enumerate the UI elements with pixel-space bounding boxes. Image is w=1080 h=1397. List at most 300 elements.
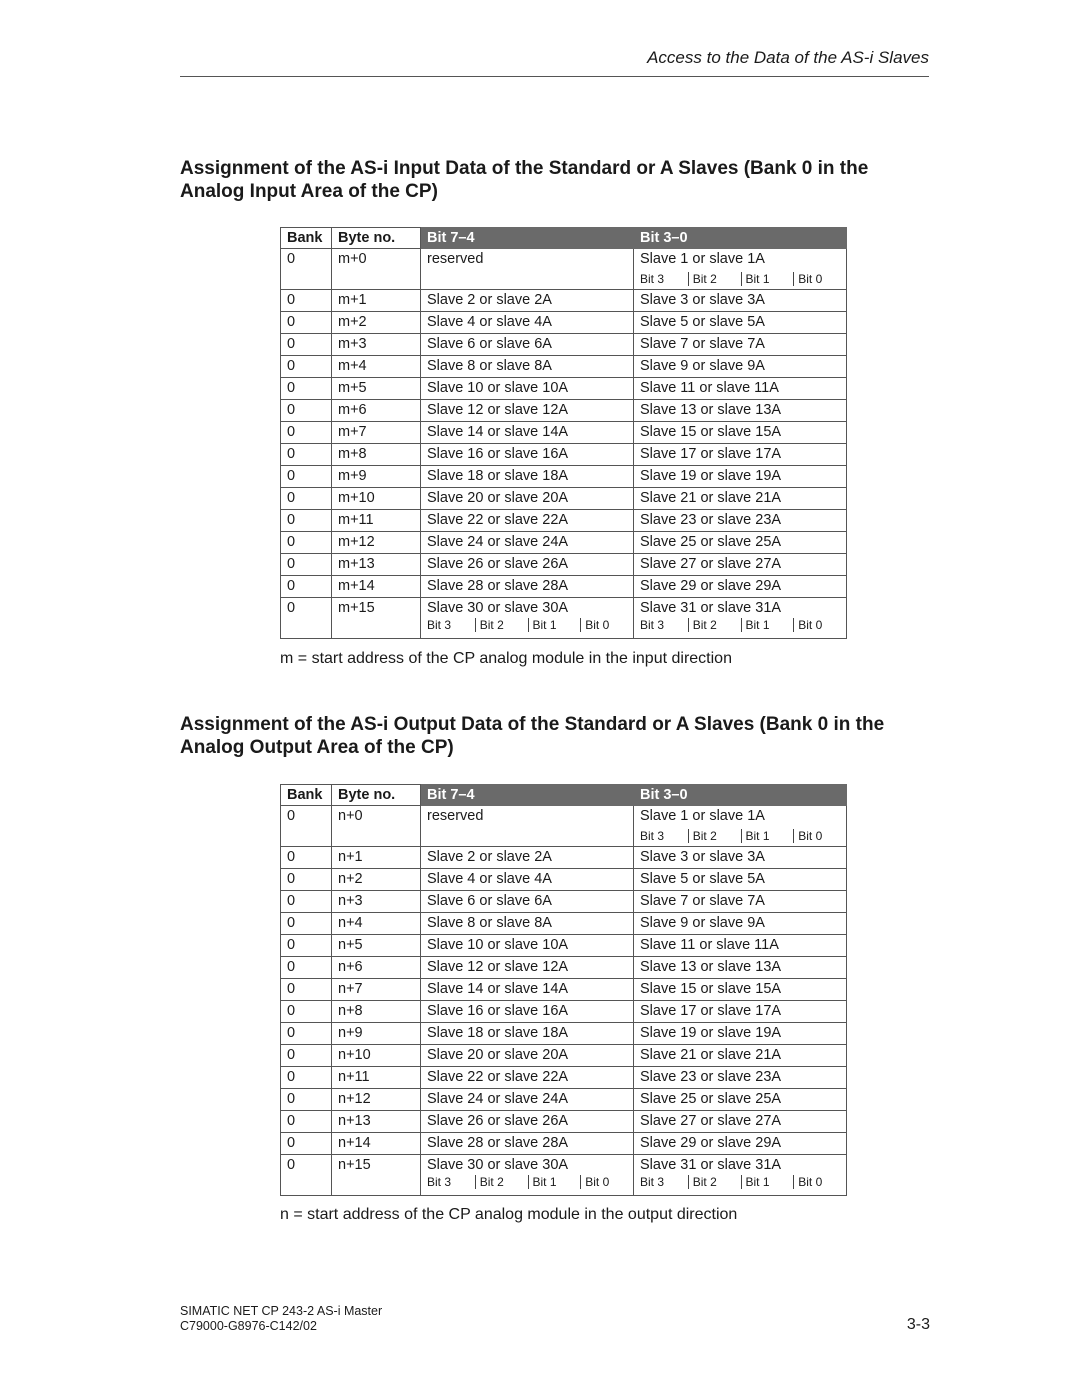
bank-cell-text: 0 [287, 251, 296, 267]
bit-7-4-cell-text: Slave 6 or slave 6A [427, 893, 552, 909]
bit-3-0-cell [634, 554, 847, 576]
bank-cell [281, 913, 332, 935]
bit-7-4-cell-text: Slave 24 or slave 24A [427, 534, 569, 550]
bit-3-0-cell [634, 806, 847, 847]
bit-3-0-cell [634, 532, 847, 554]
bit-7-4-cell-text: Slave 2 or slave 2A [427, 292, 552, 308]
bank-cell [281, 1155, 332, 1196]
bit-7-4-cell [421, 1001, 634, 1023]
byte-no-cell-text: n+11 [338, 1069, 370, 1085]
page-number: 3-3 [906, 1316, 930, 1333]
bit-3-0-cell [634, 935, 847, 957]
bank-cell [281, 1111, 332, 1133]
bit-3-0-cell [634, 1111, 847, 1133]
bit-label: Bit 1 [741, 829, 794, 843]
table-row [281, 378, 847, 400]
bit-3-0-cell [634, 510, 847, 532]
byte-no-cell [332, 510, 421, 532]
footer-product-name: SIMATIC NET CP 243-2 AS-i Master [180, 1304, 383, 1318]
bit-7-4-cell-text: Slave 20 or slave 20A [427, 1047, 569, 1063]
bank-cell [281, 1023, 332, 1045]
bank-cell [281, 1001, 332, 1023]
table-row [281, 1023, 847, 1045]
byte-no-cell [332, 422, 421, 444]
bit-7-4-cell [421, 356, 634, 378]
bank-cell [281, 979, 332, 1001]
bit-3-0-cell-text: Slave 19 or slave 19A [640, 1025, 782, 1041]
bit-3-0-cell [634, 1023, 847, 1045]
bit-3-0-cell-text: Slave 3 or slave 3A [640, 292, 765, 308]
bit-3-0-cell-text: Slave 9 or slave 9A [640, 358, 765, 374]
byte-no-cell [332, 334, 421, 356]
bank-cell-text: 0 [287, 1003, 296, 1019]
bank-cell-text: 0 [287, 893, 296, 909]
table-row [281, 576, 847, 598]
bit-3-0-cell [634, 400, 847, 422]
bit-7-4-cell-text: Slave 30 or slave 30A [427, 600, 569, 616]
byte-no-cell [332, 554, 421, 576]
bank-cell-text: 0 [287, 446, 296, 462]
byte-no-cell-text: m+6 [338, 402, 367, 418]
bank-cell-text: 0 [287, 937, 296, 953]
bit-3-0-cell-text: Slave 19 or slave 19A [640, 468, 782, 484]
table-header-row [281, 785, 847, 806]
col-header-bit-7-4: Bit 7–4 [421, 228, 634, 249]
bank-cell [281, 1089, 332, 1111]
bit-7-4-cell-text: Slave 22 or slave 22A [427, 512, 569, 528]
col-header-bit-3-0: Bit 3–0 [634, 785, 847, 806]
bit-7-4-cell [421, 913, 634, 935]
table-row [281, 290, 847, 312]
bank-cell [281, 444, 332, 466]
bit-3-0-cell-text: Slave 11 or slave 11A [640, 937, 779, 953]
col-header-byte-no: Byte no. [332, 228, 421, 249]
bit-3-0-cell [634, 249, 847, 290]
bit-7-4-cell [421, 378, 634, 400]
bank-cell-text: 0 [287, 915, 296, 931]
bit-7-4-cell-text: Slave 14 or slave 14A [427, 981, 569, 997]
byte-no-cell-text: m+2 [338, 314, 367, 330]
bit-3-0-cell-text: Slave 5 or slave 5A [640, 314, 765, 330]
bit-3-0-cell-text: Slave 7 or slave 7A [640, 336, 765, 352]
bit-3-0-cell [634, 1133, 847, 1155]
byte-no-cell [332, 400, 421, 422]
bit-7-4-cell [421, 334, 634, 356]
bank-cell [281, 532, 332, 554]
bit-7-4-cell [421, 1155, 634, 1196]
bit-7-4-cell [421, 444, 634, 466]
bit-7-4-cell [421, 422, 634, 444]
bit-label: Bit 2 [475, 618, 528, 632]
bit-3-0-cell [634, 290, 847, 312]
byte-no-cell-text: n+5 [338, 937, 363, 953]
header-rule [180, 76, 929, 77]
byte-no-cell-text: n+10 [338, 1047, 371, 1063]
bit-3-0-cell-text: Slave 25 or slave 25A [640, 534, 782, 550]
bit-7-4-cell [421, 957, 634, 979]
bank-cell-text: 0 [287, 1091, 296, 1107]
bit-7-4-cell [421, 1133, 634, 1155]
bank-cell [281, 554, 332, 576]
table-row [281, 422, 847, 444]
bank-cell-text: 0 [287, 600, 296, 616]
bit-3-0-cell [634, 1155, 847, 1196]
byte-no-cell-text: m+10 [338, 490, 375, 506]
bit-3-0-cell-text: Slave 1 or slave 1A [640, 808, 765, 824]
bank-cell-text: 0 [287, 1113, 296, 1129]
bank-cell [281, 510, 332, 532]
byte-no-cell [332, 488, 421, 510]
bit-3-0-cell-text: Slave 23 or slave 23A [640, 1069, 782, 1085]
table-row [281, 312, 847, 334]
bit-7-4-cell [421, 532, 634, 554]
bit-3-0-cell [634, 913, 847, 935]
bit-label: Bit 3 [640, 618, 665, 632]
bank-cell [281, 847, 332, 869]
bit-7-4-cell-text: Slave 14 or slave 14A [427, 424, 569, 440]
byte-no-cell [332, 957, 421, 979]
bit-7-4-cell [421, 1023, 634, 1045]
bit-3-0-cell-text: Slave 15 or slave 15A [640, 981, 782, 997]
byte-no-cell [332, 979, 421, 1001]
table-row [281, 356, 847, 378]
col-header-bit-7-4: Bit 7–4 [421, 785, 634, 806]
bit-7-4-cell [421, 488, 634, 510]
bit-3-0-cell-text: Slave 7 or slave 7A [640, 893, 765, 909]
bit-3-0-cell-text: Slave 17 or slave 17A [640, 1003, 782, 1019]
running-header: Access to the Data of the AS-i Slaves [647, 48, 929, 67]
bank-cell-text: 0 [287, 380, 296, 396]
bank-cell [281, 1133, 332, 1155]
table-row [281, 510, 847, 532]
bit-label: Bit 2 [688, 829, 741, 843]
bit-3-0-cell-text: Slave 21 or slave 21A [640, 1047, 782, 1063]
bit-7-4-cell [421, 935, 634, 957]
bank-cell-text: 0 [287, 468, 296, 484]
byte-no-cell-text: m+12 [338, 534, 375, 550]
bank-cell [281, 466, 332, 488]
bit-3-0-cell [634, 378, 847, 400]
bit-7-4-cell-text: Slave 4 or slave 4A [427, 871, 552, 887]
table-row [281, 1155, 847, 1196]
bit-label: Bit 1 [741, 272, 794, 286]
bit-label: Bit 2 [688, 1175, 741, 1189]
col-header-byte-no: Byte no. [332, 785, 421, 806]
bit-3-0-cell-text: Slave 1 or slave 1A [640, 251, 765, 267]
bit-7-4-cell-text: Slave 20 or slave 20A [427, 490, 569, 506]
bit-7-4-cell [421, 510, 634, 532]
bit-7-4-cell [421, 869, 634, 891]
bit-7-4-cell-text: Slave 16 or slave 16A [427, 446, 569, 462]
bank-cell [281, 891, 332, 913]
bit-label: Bit 3 [640, 1175, 665, 1189]
bank-cell [281, 356, 332, 378]
bank-cell-text: 0 [287, 1047, 296, 1063]
bank-cell [281, 422, 332, 444]
bit-labels-row [640, 829, 846, 843]
bit-7-4-cell [421, 806, 634, 847]
bit-7-4-cell-text: reserved [427, 808, 484, 824]
bit-labels-row [640, 272, 846, 286]
bit-7-4-cell-text: Slave 24 or slave 24A [427, 1091, 569, 1107]
bank-cell-text: 0 [287, 402, 296, 418]
bit-label: Bit 3 [427, 1175, 452, 1189]
bit-7-4-cell-text: Slave 8 or slave 8A [427, 915, 552, 931]
bit-3-0-cell [634, 1067, 847, 1089]
byte-no-cell-text: m+15 [338, 600, 375, 616]
byte-no-cell [332, 1001, 421, 1023]
byte-no-cell [332, 891, 421, 913]
bank-cell-text: 0 [287, 512, 296, 528]
input-section-heading: Assignment of the AS-i Input Data of the Standard or A Slaves (Bank 0 in the Analog Input Area of the CP) [180, 158, 869, 202]
byte-no-cell-text: n+7 [338, 981, 363, 997]
bit-label: Bit 3 [427, 618, 452, 632]
col-header-bank: Bank [281, 228, 332, 249]
byte-no-cell [332, 312, 421, 334]
byte-no-cell-text: m+11 [338, 512, 374, 528]
bit-7-4-cell-text: reserved [427, 251, 484, 267]
byte-no-cell-text: m+0 [338, 251, 367, 267]
bit-3-0-cell [634, 957, 847, 979]
bit-3-0-cell-text: Slave 5 or slave 5A [640, 871, 765, 887]
byte-no-cell-text: m+5 [338, 380, 367, 396]
byte-no-cell-text: m+9 [338, 468, 367, 484]
byte-no-cell [332, 913, 421, 935]
byte-no-cell-text: n+0 [338, 808, 363, 824]
byte-no-cell [332, 444, 421, 466]
bit-3-0-cell-text: Slave 21 or slave 21A [640, 490, 782, 506]
bit-7-4-cell [421, 249, 634, 290]
bank-cell [281, 249, 332, 290]
byte-no-cell [332, 935, 421, 957]
bit-7-4-cell [421, 554, 634, 576]
bit-7-4-cell-text: Slave 10 or slave 10A [427, 937, 569, 953]
bit-3-0-cell-text: Slave 11 or slave 11A [640, 380, 779, 396]
input-address-note: m = start address of the CP analog module in the input direction [280, 650, 732, 667]
bit-7-4-cell-text: Slave 6 or slave 6A [427, 336, 552, 352]
bit-label: Bit 2 [688, 272, 741, 286]
bank-cell [281, 312, 332, 334]
bank-cell [281, 806, 332, 847]
bit-3-0-cell [634, 356, 847, 378]
bank-cell [281, 290, 332, 312]
byte-no-cell [332, 598, 421, 639]
bank-cell-text: 0 [287, 849, 296, 865]
bit-label: Bit 0 [793, 272, 846, 286]
bit-label: Bit 0 [793, 1175, 846, 1189]
bank-cell [281, 598, 332, 639]
byte-no-cell-text: n+13 [338, 1113, 371, 1129]
bit-7-4-cell-text: Slave 2 or slave 2A [427, 849, 552, 865]
table-row [281, 444, 847, 466]
byte-no-cell-text: n+15 [338, 1157, 371, 1173]
bit-7-4-cell [421, 466, 634, 488]
table-row [281, 1067, 847, 1089]
bit-3-0-cell-text: Slave 31 or slave 31A [640, 1157, 782, 1173]
bank-cell-text: 0 [287, 292, 296, 308]
bit-3-0-cell-text: Slave 13 or slave 13A [640, 402, 782, 418]
bit-7-4-cell [421, 847, 634, 869]
bank-cell-text: 0 [287, 556, 296, 572]
byte-no-cell [332, 1023, 421, 1045]
bit-3-0-cell-text: Slave 15 or slave 15A [640, 424, 782, 440]
bank-cell-text: 0 [287, 871, 296, 887]
bit-label: Bit 1 [528, 1175, 581, 1189]
byte-no-cell-text: m+3 [338, 336, 367, 352]
bank-cell-text: 0 [287, 358, 296, 374]
byte-no-cell-text: n+1 [338, 849, 363, 865]
col-header-bit-3-0: Bit 3–0 [634, 228, 847, 249]
bit-3-0-cell-text: Slave 29 or slave 29A [640, 578, 782, 594]
bit-7-4-cell-text: Slave 18 or slave 18A [427, 468, 569, 484]
bank-cell [281, 935, 332, 957]
bank-cell [281, 488, 332, 510]
bank-cell [281, 869, 332, 891]
byte-no-cell-text: n+2 [338, 871, 363, 887]
table-row [281, 979, 847, 1001]
byte-no-cell [332, 847, 421, 869]
bit-7-4-cell [421, 891, 634, 913]
byte-no-cell [332, 1133, 421, 1155]
bit-7-4-cell-text: Slave 22 or slave 22A [427, 1069, 569, 1085]
byte-no-cell [332, 1155, 421, 1196]
byte-no-cell [332, 806, 421, 847]
bit-7-4-cell [421, 979, 634, 1001]
bit-label: Bit 2 [475, 1175, 528, 1189]
table-header-row [281, 228, 847, 249]
byte-no-cell-text: n+8 [338, 1003, 363, 1019]
bit-labels-row [640, 618, 846, 632]
output-address-note: n = start address of the CP analog module in the output direction [280, 1206, 738, 1223]
col-header-bank: Bank [281, 785, 332, 806]
bank-cell-text: 0 [287, 981, 296, 997]
bit-3-0-cell-text: Slave 31 or slave 31A [640, 600, 782, 616]
bank-cell [281, 1067, 332, 1089]
bit-7-4-cell [421, 290, 634, 312]
table-row [281, 334, 847, 356]
bit-7-4-cell [421, 1089, 634, 1111]
bit-3-0-cell [634, 444, 847, 466]
bank-cell [281, 957, 332, 979]
bank-cell-text: 0 [287, 424, 296, 440]
byte-no-cell-text: m+7 [338, 424, 367, 440]
bit-7-4-cell [421, 312, 634, 334]
bit-7-4-cell [421, 1045, 634, 1067]
bit-3-0-cell-text: Slave 27 or slave 27A [640, 556, 782, 572]
bit-3-0-cell [634, 422, 847, 444]
bit-3-0-cell-text: Slave 23 or slave 23A [640, 512, 782, 528]
bit-7-4-cell-text: Slave 12 or slave 12A [427, 959, 569, 975]
bit-7-4-cell-text: Slave 10 or slave 10A [427, 380, 569, 396]
bit-7-4-cell-text: Slave 28 or slave 28A [427, 1135, 569, 1151]
bit-label: Bit 1 [528, 618, 581, 632]
bit-3-0-cell-text: Slave 3 or slave 3A [640, 849, 765, 865]
byte-no-cell-text: m+4 [338, 358, 367, 374]
table-row [281, 554, 847, 576]
bit-3-0-cell [634, 979, 847, 1001]
bit-labels-row [427, 618, 633, 632]
bit-3-0-cell-text: Slave 29 or slave 29A [640, 1135, 782, 1151]
bank-cell-text: 0 [287, 336, 296, 352]
bit-7-4-cell-text: Slave 12 or slave 12A [427, 402, 569, 418]
byte-no-cell-text: m+14 [338, 578, 375, 594]
bit-7-4-cell-text: Slave 18 or slave 18A [427, 1025, 569, 1041]
byte-no-cell [332, 290, 421, 312]
byte-no-cell [332, 1089, 421, 1111]
bank-cell [281, 378, 332, 400]
output-section-heading: Assignment of the AS-i Output Data of the Standard or A Slaves (Bank 0 in the Analog Output Area of the CP) [180, 714, 885, 758]
bit-3-0-cell-text: Slave 13 or slave 13A [640, 959, 782, 975]
table-row [281, 1089, 847, 1111]
bit-3-0-cell [634, 466, 847, 488]
byte-no-cell-text: n+3 [338, 893, 363, 909]
byte-no-cell [332, 1067, 421, 1089]
table-row [281, 847, 847, 869]
bank-cell-text: 0 [287, 490, 296, 506]
table-row [281, 957, 847, 979]
bit-labels-row [640, 1175, 846, 1189]
table-row [281, 1045, 847, 1067]
byte-no-cell-text: n+9 [338, 1025, 363, 1041]
bit-label: Bit 3 [640, 272, 665, 286]
byte-no-cell [332, 356, 421, 378]
table-row [281, 891, 847, 913]
bit-3-0-cell [634, 334, 847, 356]
byte-no-cell-text: n+4 [338, 915, 363, 931]
byte-no-cell-text: n+6 [338, 959, 363, 975]
byte-no-cell [332, 1045, 421, 1067]
bit-label: Bit 0 [580, 1175, 633, 1189]
byte-no-cell [332, 1111, 421, 1133]
byte-no-cell-text: m+13 [338, 556, 375, 572]
bit-3-0-cell [634, 598, 847, 639]
bit-7-4-cell-text: Slave 30 or slave 30A [427, 1157, 569, 1173]
footer-doc-number: C79000-G8976-C142/02 [180, 1319, 317, 1333]
bank-cell-text: 0 [287, 959, 296, 975]
table-row [281, 249, 847, 290]
bit-3-0-cell [634, 1045, 847, 1067]
bit-7-4-cell [421, 1111, 634, 1133]
table-row [281, 869, 847, 891]
table-row [281, 1001, 847, 1023]
bank-cell [281, 334, 332, 356]
bit-3-0-cell-text: Slave 9 or slave 9A [640, 915, 765, 931]
byte-no-cell-text: m+1 [338, 292, 367, 308]
bank-cell-text: 0 [287, 808, 296, 824]
bit-7-4-cell-text: Slave 4 or slave 4A [427, 314, 552, 330]
byte-no-cell [332, 466, 421, 488]
table-row [281, 913, 847, 935]
bit-3-0-cell-text: Slave 25 or slave 25A [640, 1091, 782, 1107]
bit-7-4-cell [421, 598, 634, 639]
bit-3-0-cell [634, 1089, 847, 1111]
byte-no-cell [332, 249, 421, 290]
bit-label: Bit 3 [640, 829, 665, 843]
bit-3-0-cell [634, 1001, 847, 1023]
bit-3-0-cell [634, 847, 847, 869]
bank-cell-text: 0 [287, 1025, 296, 1041]
table-row [281, 935, 847, 957]
bank-cell [281, 576, 332, 598]
bit-label: Bit 1 [741, 618, 794, 632]
bit-3-0-cell [634, 312, 847, 334]
table-row [281, 466, 847, 488]
bank-cell [281, 1045, 332, 1067]
input-assignment-table [280, 227, 847, 639]
bank-cell-text: 0 [287, 578, 296, 594]
table-row [281, 806, 847, 847]
bank-cell-text: 0 [287, 1135, 296, 1151]
